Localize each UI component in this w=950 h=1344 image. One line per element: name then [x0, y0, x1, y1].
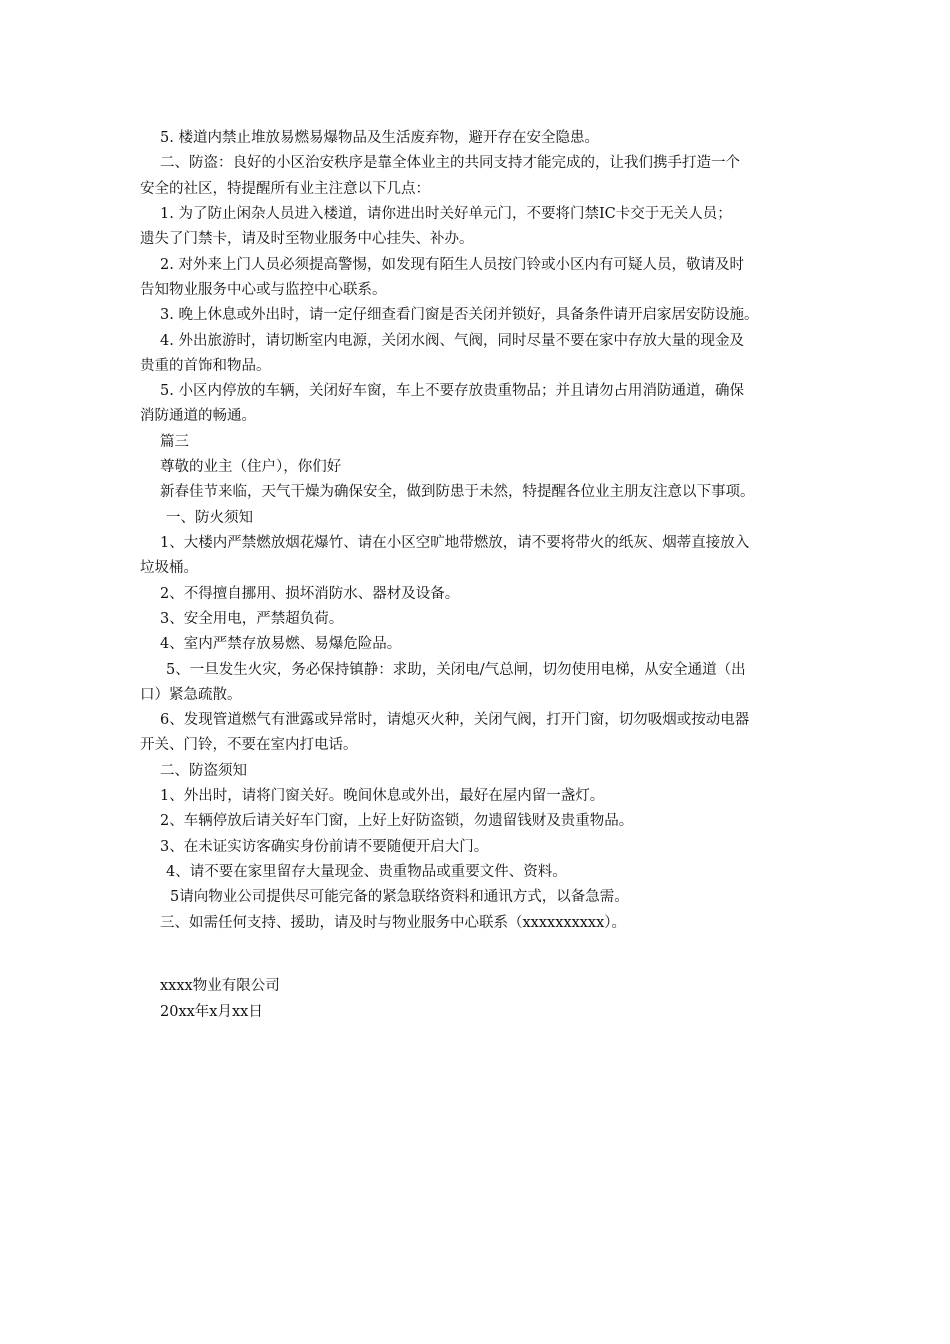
section-heading: 二、防盗须知 [160, 763, 247, 779]
text-line: 3、在未证实访客确实身份前请不要随便开启大门。 [160, 839, 489, 855]
section-heading: 一、防火须知 [166, 510, 253, 526]
text-line: 安全的社区，特提醒所有业主注意以下几点： [140, 181, 430, 197]
text-line: 口）紧急疏散。 [140, 687, 242, 703]
text-line: 3. 晚上休息或外出时，请一定仔细查看门窗是否关闭并锁好，具备条件请开启家居安防设施。 [160, 307, 759, 323]
text-line: 消防通道的畅通。 [140, 408, 256, 424]
text-line: 6、发现管道燃气有泄露或异常时，请熄灭火种，关闭气阀，打开门窗，切勿吸烟或按动电器 [160, 712, 750, 728]
signature-date: 20xx年x月xx日 [160, 1004, 263, 1020]
text-line: 二、防盗：良好的小区治安秩序是靠全体业主的共同支持才能完成的，让我们携手打造一个 [160, 155, 740, 171]
salutation: 尊敬的业主（住户），你们好 [160, 459, 342, 475]
text-line: 2. 对外来上门人员必须提高警惕，如发现有陌生人员按门铃或小区内有可疑人员，敬请及时 [160, 257, 744, 273]
text-line: 5. 小区内停放的车辆，关闭好车窗，车上不要存放贵重物品；并且请勿占用消防通道，确保 [160, 383, 744, 399]
text-line: 贵重的首饰和物品。 [140, 358, 271, 374]
text-line: 5. 楼道内禁止堆放易燃易爆物品及生活废弃物，避开存在安全隐患。 [160, 130, 599, 146]
text-line: 告知物业服务中心或与监控中心联系。 [140, 282, 387, 298]
text-line: 1、外出时，请将门窗关好。晚间休息或外出，最好在屋内留一盏灯。 [160, 788, 605, 804]
text-line: 5、一旦发生火灾，务必保持镇静：求助，关闭电/气总闸，切勿使用电梯，从安全通道（出 [166, 662, 746, 678]
text-line: 遗失了门禁卡，请及时至物业服务中心挂失、补办。 [140, 231, 474, 247]
text-line: 2、不得擅自挪用、损坏消防水、器材及设备。 [160, 586, 460, 602]
text-line: 4、室内严禁存放易燃、易爆危险品。 [160, 636, 402, 652]
text-line: 垃圾桶。 [140, 560, 198, 576]
text-line: 三、如需任何支持、援助，请及时与物业服务中心联系（xxxxxxxxxx）。 [160, 915, 627, 931]
text-line: 1. 为了防止闲杂人员进入楼道，请你进出时关好单元门，不要将门禁IC卡交于无关人员； [160, 206, 732, 222]
text-line: 新春佳节来临，天气干燥为确保安全，做到防患于未然，特提醒各位业主朋友注意以下事项。 [160, 484, 755, 500]
text-line: 5请向物业公司提供尽可能完备的紧急联络资料和通讯方式，以备急需。 [170, 889, 629, 905]
text-line: 2、车辆停放后请关好车门窗，上好上好防盗锁，勿遗留钱财及贵重物品。 [160, 813, 634, 829]
section-heading: 篇三 [160, 434, 189, 450]
signature-company: xxxx物业有限公司 [160, 978, 280, 994]
text-line: 4、请不要在家里留存大量现金、贵重物品或重要文件、资料。 [166, 864, 567, 880]
text-line: 开关、门铃，不要在室内打电话。 [140, 737, 358, 753]
text-line: 4. 外出旅游时，请切断室内电源，关闭水阀、气阀，同时尽量不要在家中存放大量的现金及 [160, 333, 744, 349]
text-line: 1、大楼内严禁燃放烟花爆竹、请在小区空旷地带燃放，请不要将带火的纸灰、烟蒂直接放入 [160, 535, 750, 551]
text-line: 3、安全用电，严禁超负荷。 [160, 611, 344, 627]
